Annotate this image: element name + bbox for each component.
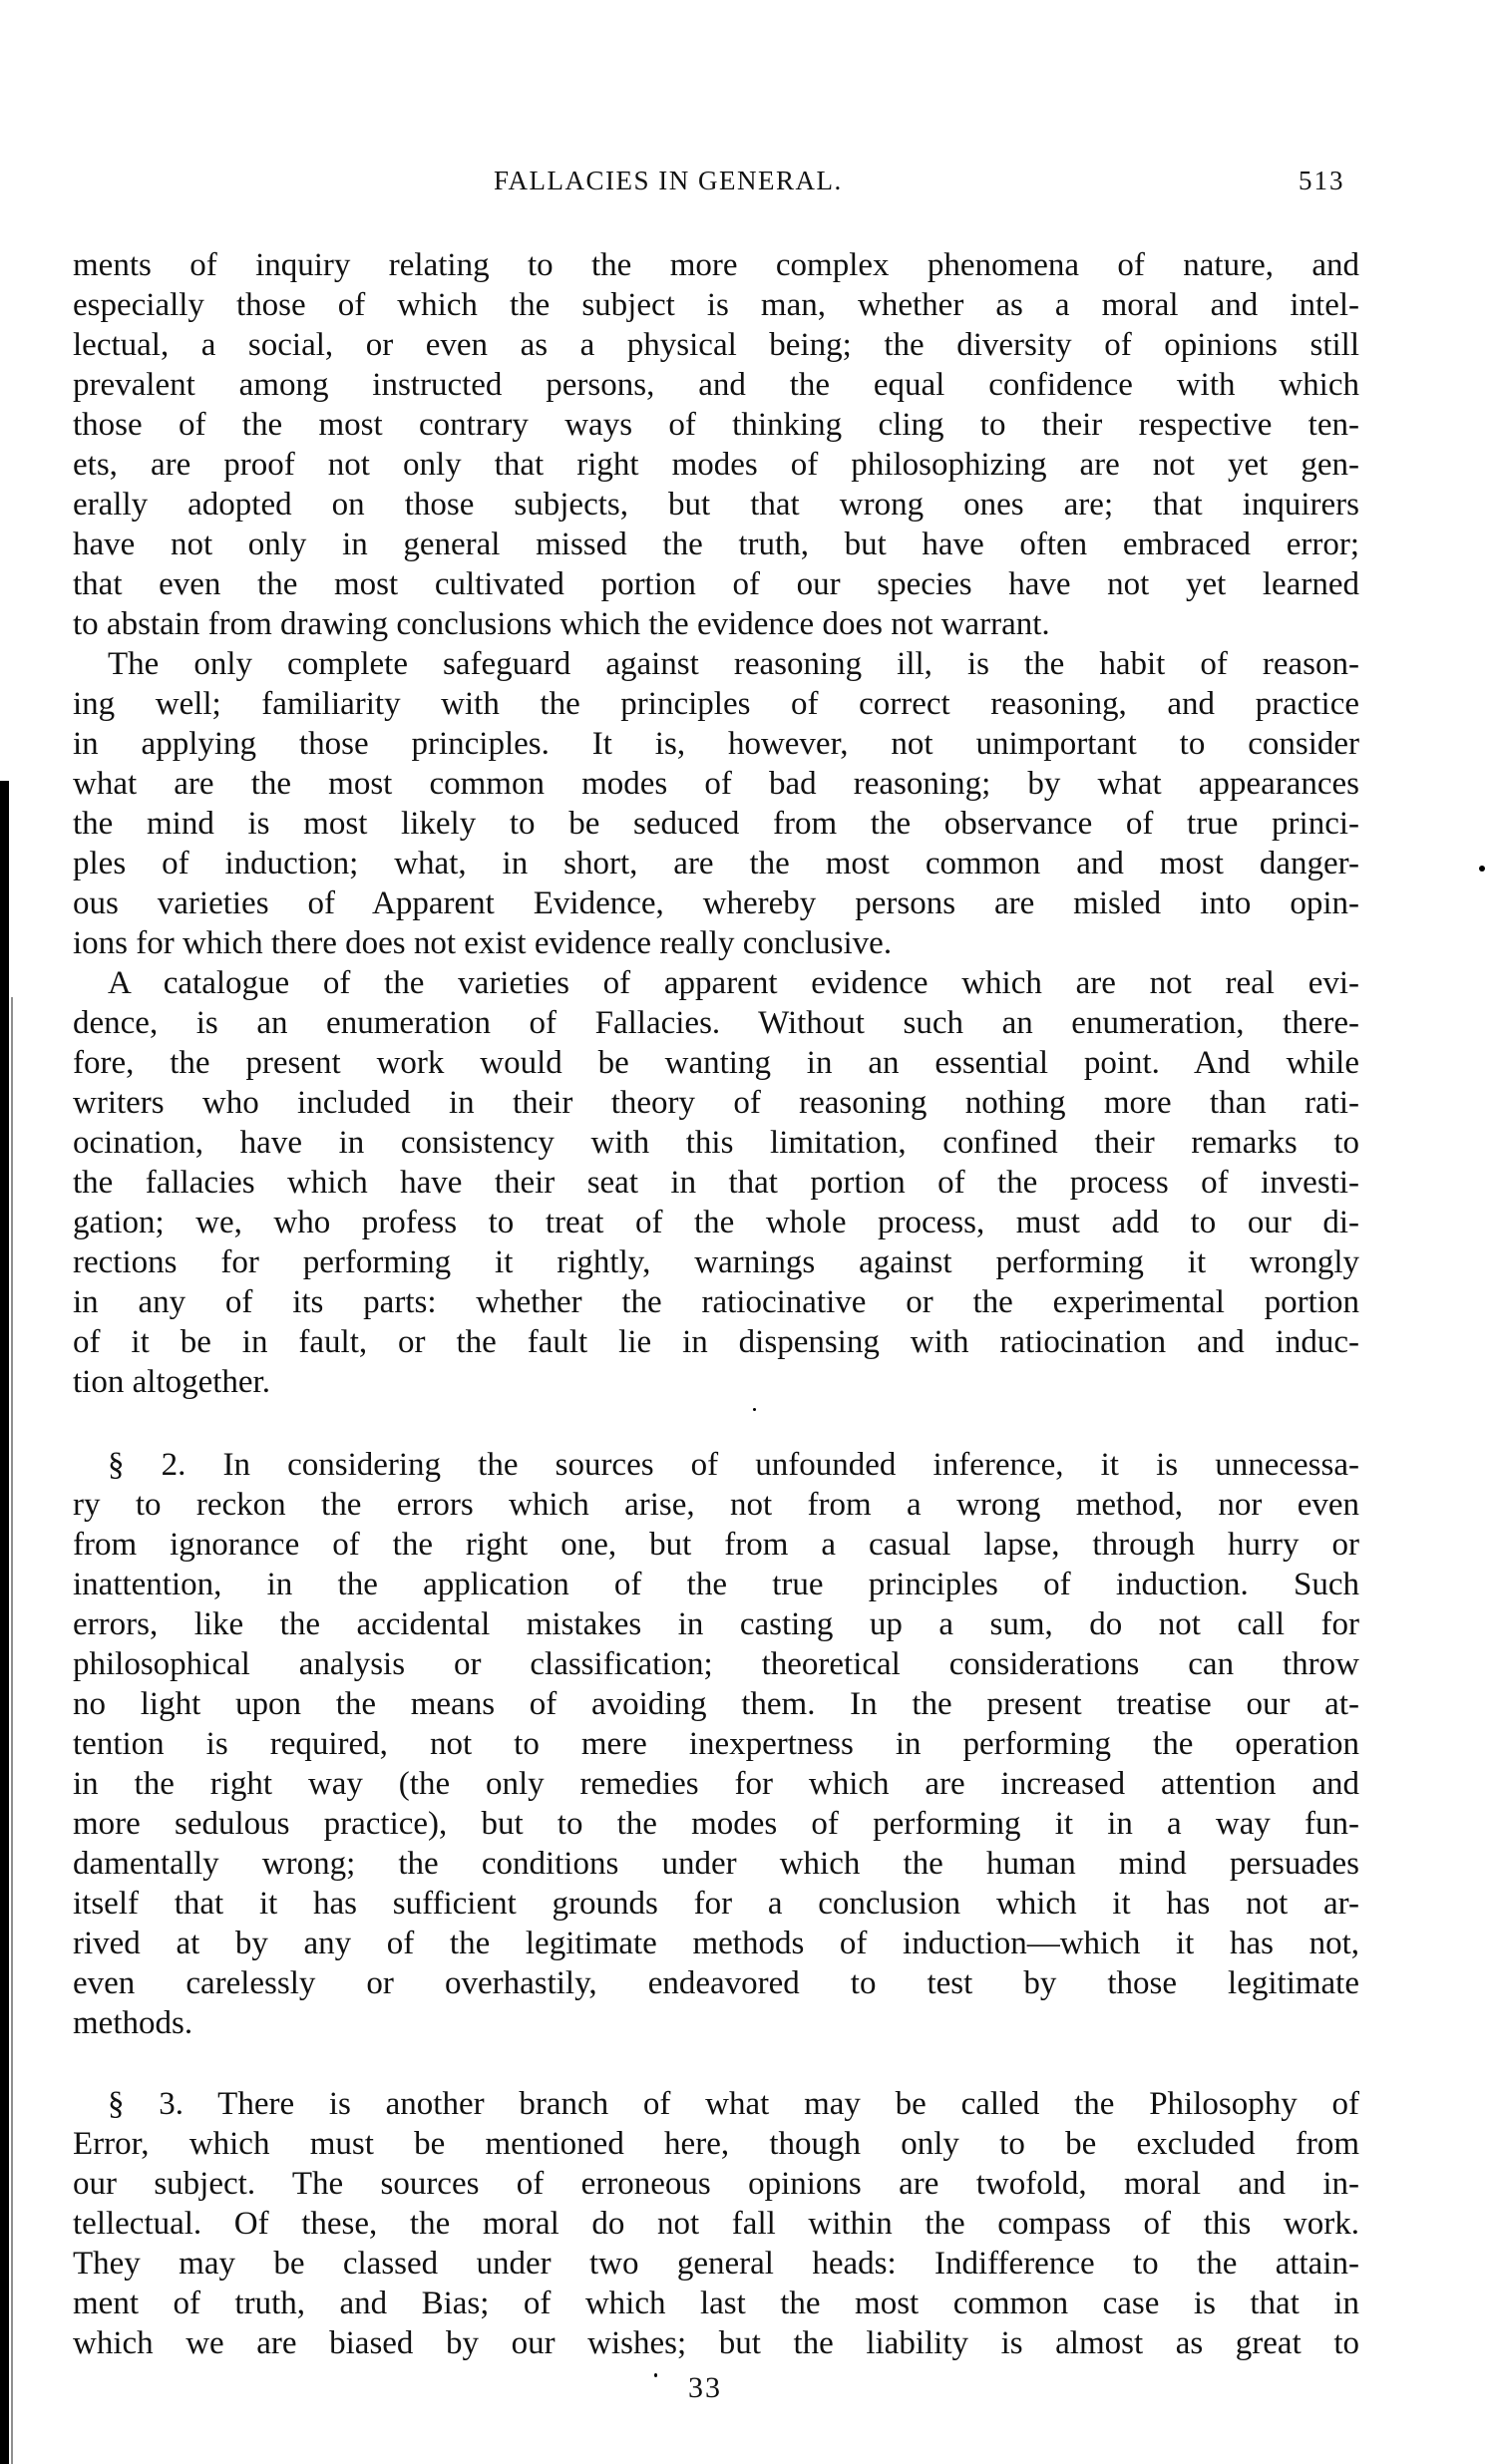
ink-speck <box>753 1408 756 1411</box>
text-line: even carelessly or overhastily, endeavored to test by those legitimate <box>73 1965 1359 2001</box>
text-line: inattention, in the application of the true principles of induction. Such <box>73 1567 1359 1602</box>
text-line: of it be in fault, or the fault lie in dispensing with ratiocination and induc- <box>73 1324 1359 1360</box>
text-line: ets, are proof not only that right modes of philosophizing are not yet gen- <box>73 447 1359 483</box>
text-line: gation; we, who profess to treat of the whole process, must add to our di- <box>73 1205 1359 1240</box>
text-line: tention is required, not to mere inexpertness in performing the operation <box>73 1726 1359 1762</box>
text-line: to abstain from drawing conclusions which the evidence does not warrant. <box>73 606 1050 642</box>
text-line: that even the most cultivated portion of our species have not yet learned <box>73 566 1359 602</box>
text-line: errors, like the accidental mistakes in casting up a sum, do not call for <box>73 1606 1359 1642</box>
signature-mark: 33 <box>688 2371 722 2404</box>
text-line: rections for performing it rightly, warnings against performing it wrongly <box>73 1244 1359 1280</box>
text-line: ing well; familiarity with the principles of correct reasoning, and practice <box>73 686 1359 722</box>
text-line: They may be classed under two general heads: Indifference to the attain- <box>73 2246 1359 2282</box>
text-line: fore, the present work would be wanting in an essential point. And while <box>73 1045 1359 1081</box>
text-line: dence, is an enumeration of Fallacies. Without such an enumeration, there- <box>73 1005 1359 1041</box>
text-line: tellectual. Of these, the moral do not fall within the compass of this work. <box>73 2206 1359 2242</box>
page-number: 513 <box>1299 166 1345 195</box>
text-line: prevalent among instructed persons, and the equal confidence with which <box>73 367 1359 403</box>
text-line: damentally wrong; the conditions under which the human mind persuades <box>73 1846 1359 1882</box>
text-line: in any of its parts: whether the ratiocinative or the experimental portion <box>73 1284 1359 1320</box>
text-line: our subject. The sources of erroneous opinions are twofold, moral and in- <box>73 2166 1359 2202</box>
text-line: lectual, a social, or even as a physical being; the diversity of opinions still <box>73 327 1359 363</box>
ink-speck <box>1479 866 1485 872</box>
text-line: ment of truth, and Bias; of which last the most common case is that in <box>73 2286 1359 2321</box>
text-line: The only complete safeguard against reasoning ill, is the habit of reason- <box>108 646 1359 682</box>
text-line: rived at by any of the legitimate methods of induction—which it has not, <box>73 1926 1359 1961</box>
text-line: A catalogue of the varieties of apparent evidence which are not real evi- <box>108 965 1359 1001</box>
running-head <box>0 166 1490 201</box>
running-title: FALLACIES IN GENERAL. <box>494 166 843 195</box>
text-line: no light upon the means of avoiding them. In the present treatise our at- <box>73 1686 1359 1722</box>
text-line: ples of induction; what, in short, are the most common and most danger- <box>73 846 1359 881</box>
text-line: ous varieties of Apparent Evidence, whereby persons are misled into opin- <box>73 885 1359 921</box>
text-line: tion altogether. <box>73 1364 270 1400</box>
text-line: ry to reckon the errors which arise, not from a wrong method, nor even <box>73 1487 1359 1523</box>
text-line: which we are biased by our wishes; but the liability is almost as great to <box>73 2325 1359 2361</box>
text-line: ments of inquiry relating to the more complex phenomena of nature, and <box>73 247 1359 283</box>
text-line: ions for which there does not exist evidence really conclusive. <box>73 925 893 961</box>
text-line: especially those of which the subject is man, whether as a moral and intel- <box>73 287 1359 323</box>
page-binding-edge <box>0 781 9 2464</box>
text-line: philosophical analysis or classification; theoretical considerations can throw <box>73 1646 1359 1682</box>
text-line: erally adopted on those subjects, but that wrong ones are; that inquirers <box>73 487 1359 523</box>
text-line: Error, which must be mentioned here, though only to be excluded from <box>73 2126 1359 2162</box>
text-line: ocination, have in consistency with this limitation, confined their remarks to <box>73 1125 1359 1161</box>
text-line: in applying those principles. It is, however, not unimportant to consider <box>73 726 1359 762</box>
text-line: § 3. There is another branch of what may be called the Philosophy of <box>108 2086 1359 2122</box>
text-line: those of the most contrary ways of thinking cling to their respective ten- <box>73 407 1359 443</box>
text-line: in the right way (the only remedies for which are increased attention and <box>73 1766 1359 1802</box>
ink-speck <box>654 2373 657 2377</box>
text-line: what are the most common modes of bad reasoning; by what appearances <box>73 766 1359 802</box>
text-line: methods. <box>73 2005 193 2041</box>
text-line: § 2. In considering the sources of unfounded inference, it is unnecessa- <box>108 1447 1359 1483</box>
text-line: itself that it has sufficient grounds for a conclusion which it has not ar- <box>73 1886 1359 1922</box>
text-line: writers who included in their theory of reasoning nothing more than rati- <box>73 1085 1359 1121</box>
text-line: the fallacies which have their seat in that portion of the process of investi- <box>73 1165 1359 1201</box>
text-line: more sedulous practice), but to the modes of performing it in a way fun- <box>73 1806 1359 1842</box>
text-line: have not only in general missed the truth, but have often embraced error; <box>73 527 1359 562</box>
page-binding-shadow <box>11 997 13 2464</box>
text-line: from ignorance of the right one, but from a casual lapse, through hurry or <box>73 1527 1359 1563</box>
text-line: the mind is most likely to be seduced from the observance of true princi- <box>73 806 1359 842</box>
